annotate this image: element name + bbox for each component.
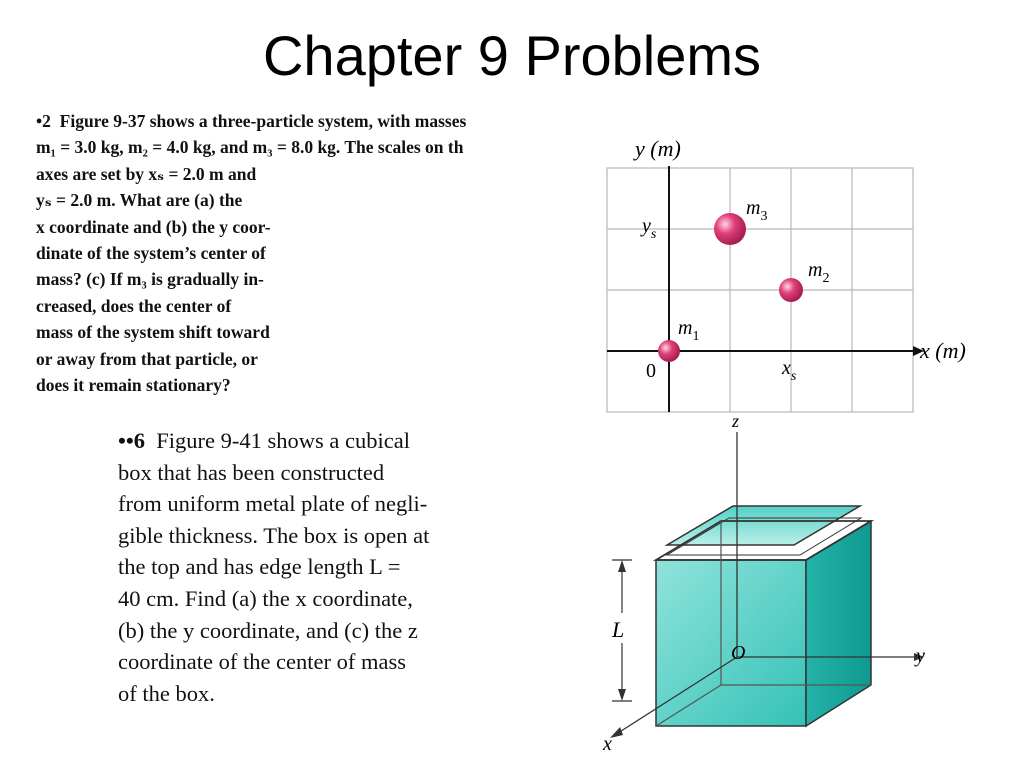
- x-axis-label-3d: x: [603, 733, 612, 755]
- problem-6-line-8: coordinate of the center of mass: [118, 649, 407, 675]
- m2-label: $m_2$: [808, 259, 830, 286]
- problem-2-line-6: dinate of the system’s center of: [36, 243, 266, 264]
- problem-6-text: [118, 425, 429, 709]
- box-inner-wall: [667, 506, 860, 545]
- problem-2-line-9: mass of the system shift toward: [36, 322, 270, 343]
- problem-2-text: [36, 108, 466, 398]
- z-axis-label: z: [732, 411, 740, 431]
- edge-length-label: L: [612, 617, 625, 642]
- figure-9-37: [590, 130, 1010, 420]
- problem-2-line-8: creased, does the center of: [36, 295, 232, 316]
- problem-6-line-1: ••6 Figure 9-41 shows a cubical: [118, 428, 410, 453]
- problem-2-line-10: or away from that particle, or: [36, 348, 258, 369]
- x-axis-label: x (m): [920, 338, 966, 363]
- problem-2-line-1: •2 Figure 9-37 shows a three-particle system, with masses: [36, 111, 467, 131]
- box-right-face: [806, 521, 871, 726]
- problem-6-line-2: box that has been constructed: [118, 459, 385, 485]
- problem-6-line-6: 40 cm. Find (a) the x coordinate,: [118, 585, 413, 611]
- problem-6-line-4: gible thickness. The box is open at: [118, 522, 430, 548]
- particle-m2: [779, 278, 803, 302]
- origin-o-label: O: [731, 642, 746, 664]
- problem-6-line-3: from uniform metal plate of negli-: [118, 491, 428, 517]
- x-axis-arrow-icon-3d: [610, 727, 623, 738]
- origin-label: 0: [646, 360, 656, 382]
- problem-6-number: ••6: [118, 428, 146, 453]
- problem-2-line-3: axes are set by xₛ = 2.0 m and: [36, 163, 257, 184]
- problem-2-line-11: does it remain stationary?: [36, 375, 231, 396]
- y-axis-label-3d: y: [916, 645, 925, 667]
- particle-m1: [658, 340, 680, 362]
- xs-label: $x_s$: [782, 357, 797, 384]
- m1-label: $m_1$: [678, 317, 700, 344]
- ys-label: $y_s$: [642, 215, 657, 242]
- arrow-up-icon: [618, 560, 626, 572]
- m3-label: $m_3$: [746, 197, 768, 224]
- problem-6-line-9: of the box.: [118, 680, 215, 706]
- problem-2-line-5: x coordinate and (b) the y coor-: [36, 216, 271, 237]
- arrow-down-icon: [618, 689, 626, 701]
- problem-2-line-4: yₛ = 2.0 m. What are (a) the: [36, 190, 243, 211]
- figure-9-41: [590, 410, 940, 760]
- problem-6-line-5: the top and has edge length L =: [118, 554, 401, 580]
- problem-2-line-2: m₁ = 3.0 kg, m₂ = 4.0 kg, and m₃ = 8.0 kg. The scales on th: [36, 137, 464, 158]
- problem-2-number: •2: [36, 111, 51, 131]
- problem-6-line-7: (b) the y coordinate, and (c) the z: [118, 617, 418, 643]
- problem-2-line-7: mass? (c) If m₃ is gradually in-: [36, 269, 264, 290]
- particle-m3: [714, 213, 746, 245]
- slide-title: Chapter 9 Problems: [262, 24, 761, 87]
- y-axis-label: y (m): [635, 136, 681, 161]
